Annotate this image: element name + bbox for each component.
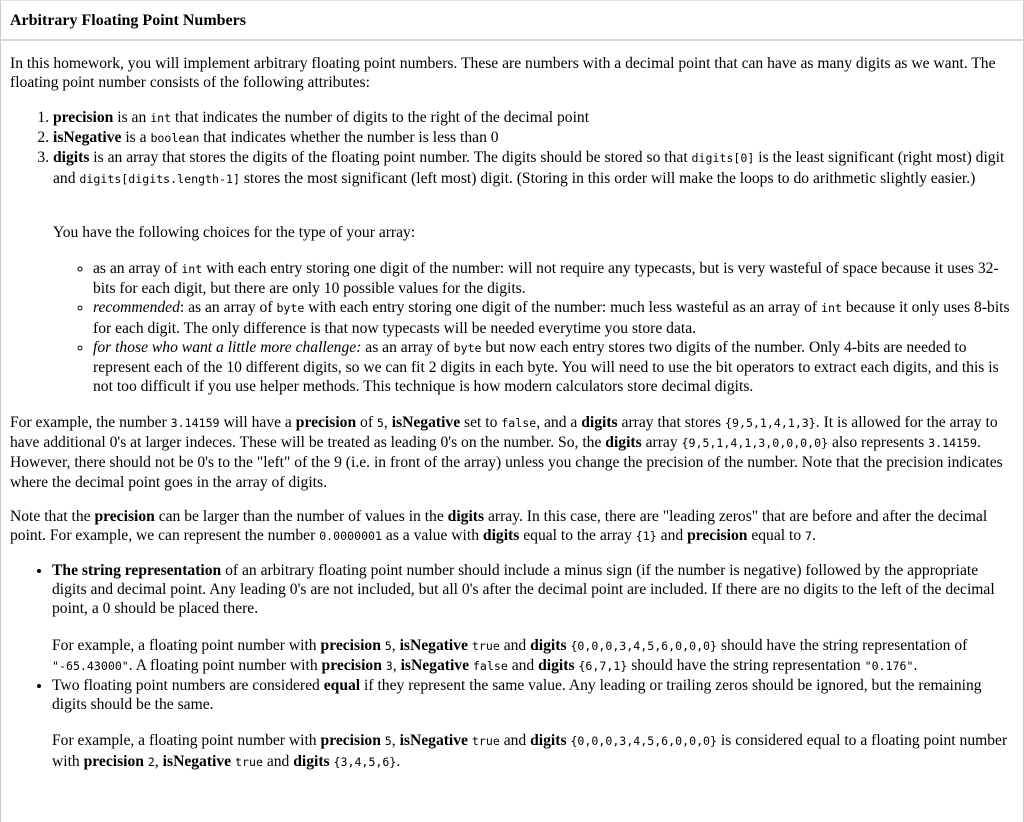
code-boolean: boolean (150, 131, 200, 146)
rule-equality: • Two floating point numbers are considered equal if they represent the same value. Any leading or trailing zeros should be ignored, but the remaining digits should be the same. For example, a floating point number with precision 5, isNegative true and digits {0,0,0,3,4,5,6,0,0,0} is considered equal to a floating point number with precision 2, isNegative true and digits {3,4,5,6}. (52, 676, 1016, 772)
choice-byte-array: ◦ recommended: as an array of byte with each entry storing one digit of the number: much less wasteful as an array of int because it only uses 8-bits for each digit. The only difference is that now typecasts will be needed everytime you store data. (93, 298, 1015, 337)
equality-example: For example, a floating point number with precision 5, isNegative true and digits {0,0,0,3,4,5,6,0,0,0} is considered equal to a floating point number with precision 2, isNegative true and digits {3,4,5,6}. (52, 732, 1008, 770)
title-bar (1, 1, 1023, 41)
example-paragraph: For example, the number 3.14159 will have a precision of 5, isNegative set to false, and a digits array that stores {9,5,1,4,1,3}. It is allowed for the array to have additional 0's at larger indeces. These will be treated as leading 0's on the number. So, the digits array {9,5,1,4,1,3,0,0,0,0} also represents 3.14159. However, there should not be 0's to the "left" of the 9 (i.e. in front of the array) unless you change the precision of the number. Note that the precision indicates where the decimal point goes in the array of digits. (10, 414, 1003, 491)
list-item-isnegative: 2. isNegative is a boolean that indicates whether the number is less than 0 (53, 128, 1010, 148)
string-representation-example: For example, a floating point number with precision 5, isNegative true and digits {0,0,0,3,4,5,6,0,0,0} should have the string representation of "-65.43000". A floating point number with precision 3, isNegative false and digits {6,7,1} should have the string representation "0.176". (52, 636, 968, 674)
choices-intro: You have the following choices for the type of your array: (53, 224, 416, 241)
term-isnegative: isNegative (53, 129, 122, 147)
note-paragraph: Note that the precision can be larger than the number of values in the digits array. In this case, there are "leading zeros" that are before and after the decimal point. For example, we can represent the number 0.0000001 as a value with digits equal to the array {1} and precision equal to 7. (10, 508, 988, 545)
code-int: int (150, 111, 172, 125)
attribute-list (10, 108, 1010, 189)
term-precision: precision (53, 109, 114, 126)
rule-string-representation: • The string representation of an arbitrary floating point number should include a minus sign (if the number is negative) followed by the appropriate digits and decimal point. Any leading 0's are not included, but all 0's after the decimal point are included. If there are no digits to the left of the decimal point, a 0 should be placed there. For example, a floating point number with precision 5, isNegative true and digits {0,0,0,3,4,5,6,0,0,0} should have the string representation of "-65.43000". A floating point number with precision 3, isNegative false and digits {6,7,1} should have the string representation "0.176". (52, 561, 1016, 676)
choice-packed-byte-array: ◦ for those who want a little more challenge: as an array of byte but now each entry stores two digits of the number. Only 4-bits are needed to represent each of the 10 different digits, so we can fit 2 digits in each byte. You will need to use the bit operators to extract each digits, and this is not too difficult if you use helper methods. This technique is how modern calculators store decimal digits. (93, 338, 1015, 397)
intro-paragraph: In this homework, you will implement arbitrary floating point numbers. These are numbers with a decimal point that can have as many digits as we want. The floating point number consists of the following attributes: (10, 55, 996, 92)
page-title: Arbitrary Floating Point Numbers (10, 12, 246, 29)
term-digits: digits (53, 149, 90, 167)
choice-int-array: ◦ as an array of int with each entry storing one digit of the number: will not require any typecasts, but is very wasteful of space because it uses 32-bits for each digit, but there are only 10 possible values for the digits. (93, 259, 1015, 298)
array-choices-list (53, 259, 1015, 396)
list-item-digits: 3. digits is an array that stores the digits of the floating point number. The digits should be stored so that digits[0] is the least significant (right most) digit and digits[digits.length-1] stores the most significant (left most) digit. (Storing in this order will make the loops to do arithmetic slightly easier.) (53, 148, 1010, 188)
list-item-precision: 1. precision is an int that indicates the number of digits to the right of the decimal point (53, 108, 1010, 128)
rules-list (10, 561, 1016, 772)
